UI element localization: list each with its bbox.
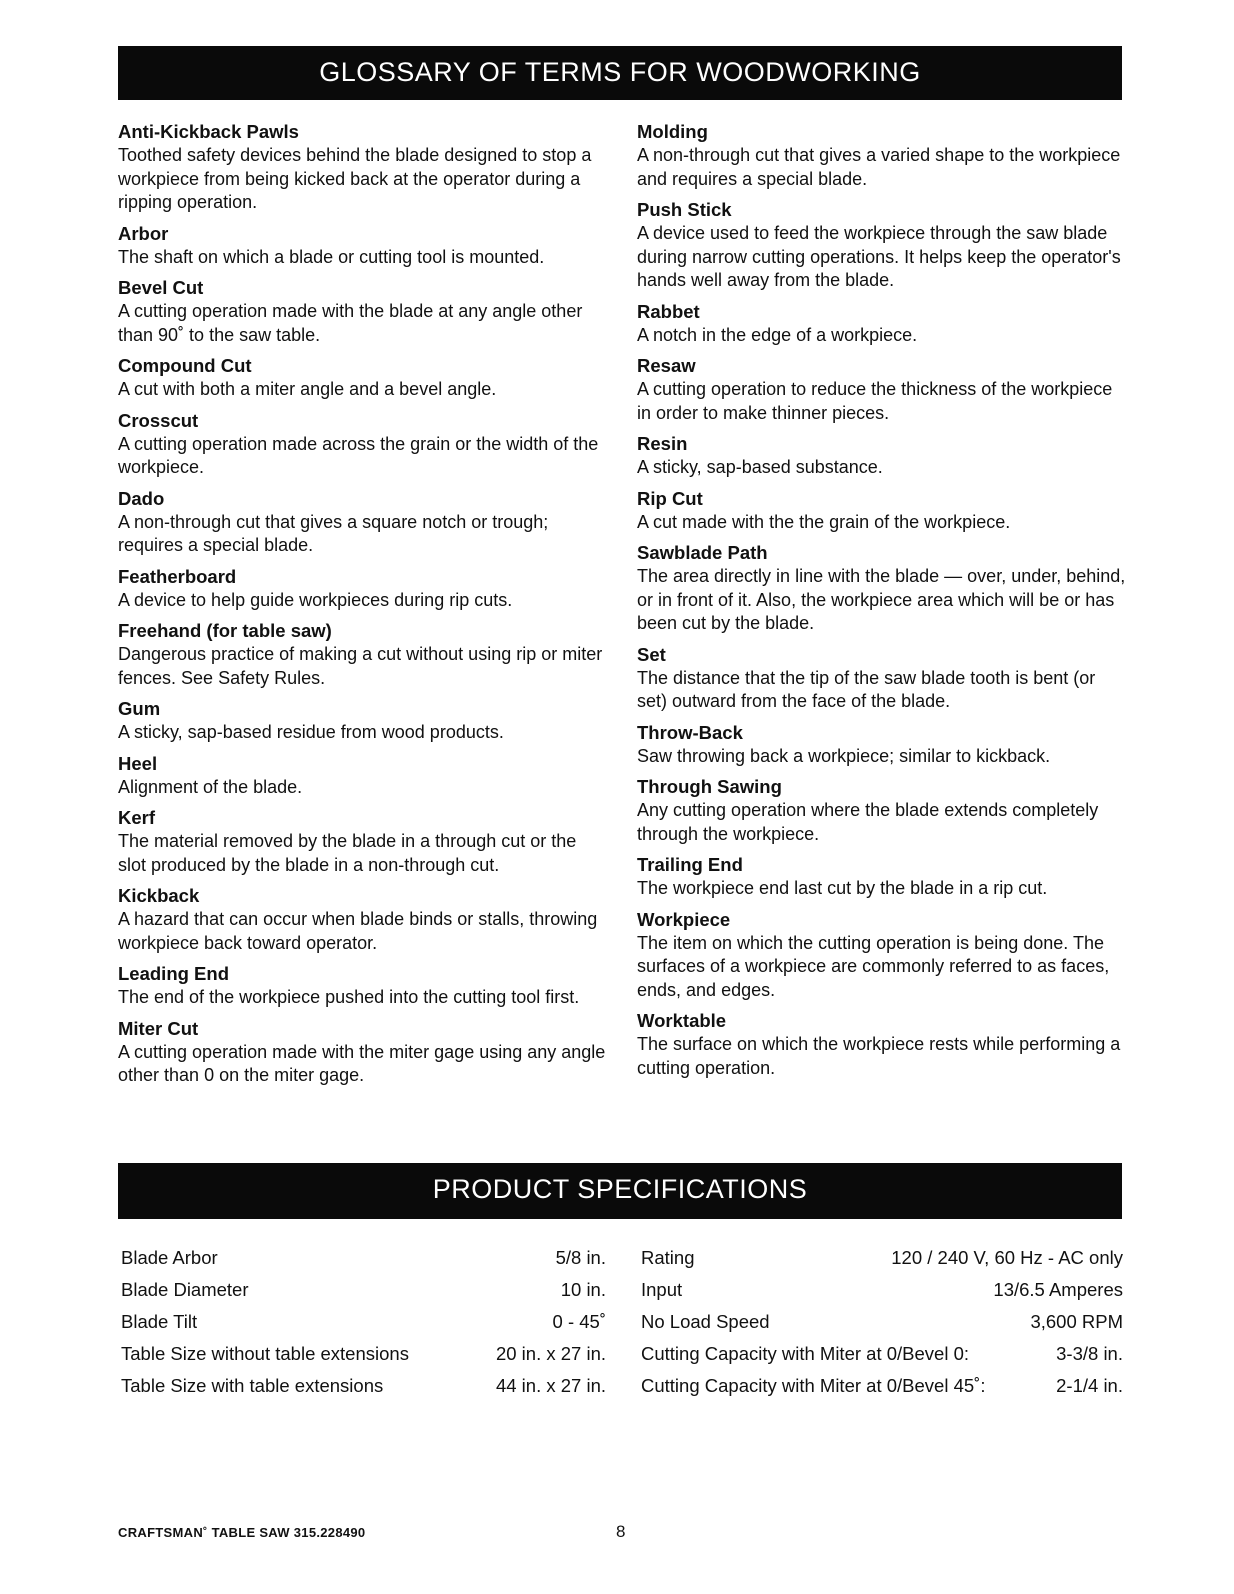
glossary-term: Bevel Cut	[118, 277, 204, 298]
glossary-entry	[118, 884, 608, 955]
glossary-entry	[118, 565, 608, 613]
glossary-entry	[637, 198, 1127, 293]
spec-label: Table Size with table extensions	[121, 1375, 384, 1396]
glossary-term: Trailing End	[637, 854, 743, 875]
glossary-term: Rabbet	[637, 300, 700, 322]
spec-label: Table Size without table extensions	[121, 1343, 409, 1364]
spec-value: 44 in. x 27 in.	[495, 1375, 606, 1396]
spec-value: 2-1/4 in.	[1056, 1375, 1123, 1396]
spec-value: 0 - 45˚	[552, 1311, 606, 1332]
glossary-entry	[637, 487, 1127, 535]
glossary-term: Through Sawing	[637, 776, 782, 797]
glossary-definition: The workpiece end last cut by the blade in a rip cut.	[637, 878, 1048, 898]
glossary-entry	[637, 721, 1127, 769]
spec-value: 3-3/8 in.	[1056, 1343, 1123, 1364]
glossary-term: Push Stick	[637, 199, 732, 220]
glossary-term: Worktable	[637, 1010, 727, 1031]
glossary-term: Freehand (for table saw)	[118, 620, 332, 641]
spec-row	[121, 1338, 606, 1370]
spec-label: Blade Arbor	[121, 1247, 218, 1268]
glossary-definition: The item on which the cutting operation is being done. The surfaces of a workpiece are commonly referred to as faces, ends, and edges.	[637, 932, 1110, 1000]
glossary-entry	[637, 354, 1127, 425]
glossary-term: Resaw	[637, 355, 696, 376]
spec-row	[641, 1242, 1123, 1274]
glossary-term: Set	[637, 643, 666, 665]
spec-label: Cutting Capacity with Miter at 0/Bevel 45˚:	[641, 1375, 986, 1396]
glossary-entry	[637, 432, 1127, 480]
glossary-definition: A sticky, sap-based residue from wood products.	[118, 722, 504, 742]
spec-value: 3,600 RPM	[1030, 1311, 1123, 1332]
glossary-term: Resin	[637, 433, 688, 454]
glossary-definition: A cutting operation to reduce the thickness of the workpiece in order to make thinner pieces.	[637, 379, 1113, 423]
glossary-definition: Alignment of the blade.	[118, 776, 303, 797]
glossary-entry	[118, 409, 608, 480]
glossary-definition: A non-through cut that gives a square notch or trough; requires a special blade.	[118, 511, 549, 555]
spec-value: 10 in.	[560, 1279, 606, 1300]
spec-row	[641, 1306, 1123, 1338]
glossary-term: Kerf	[118, 807, 156, 828]
glossary-definition: A device to help guide workpieces during rip cuts.	[118, 589, 513, 610]
glossary-term: Leading End	[118, 963, 229, 984]
glossary-entry	[637, 775, 1127, 846]
glossary-definition: The material removed by the blade in a through cut or the slot produced by the blade in a non-through cut.	[118, 831, 577, 875]
glossary-entry	[637, 300, 1127, 348]
glossary-definition: A cutting operation made across the grain or the width of the workpiece.	[118, 433, 599, 477]
spec-label: Cutting Capacity with Miter at 0/Bevel 0:	[641, 1343, 970, 1364]
spec-label: No Load Speed	[641, 1311, 770, 1332]
glossary-definition: The surface on which the workpiece rests while performing a cutting operation.	[637, 1034, 1121, 1078]
glossary-term: Anti-Kickback Pawls	[118, 121, 299, 142]
glossary-entry	[118, 752, 608, 800]
glossary-term: Featherboard	[118, 565, 237, 587]
spec-row	[641, 1370, 1123, 1402]
footer-brand: CRAFTSMAN˚ TABLE SAW 315.228490	[118, 1525, 366, 1540]
glossary-term: Gum	[118, 698, 161, 719]
glossary-entry	[637, 541, 1127, 636]
page-number: 8	[616, 1522, 626, 1541]
glossary-term: Molding	[637, 121, 708, 142]
spec-row	[121, 1306, 606, 1338]
glossary-right-column	[637, 120, 1127, 1087]
spec-label: Blade Diameter	[121, 1279, 249, 1300]
specs-right-column	[641, 1242, 1123, 1402]
glossary-definition: A cutting operation made with the blade at any angle other than 90˚ to the saw table.	[118, 301, 583, 345]
spec-value: 5/8 in.	[555, 1247, 606, 1268]
glossary-entry	[637, 908, 1127, 1003]
glossary-term: Heel	[118, 752, 158, 774]
spec-row	[121, 1242, 606, 1274]
glossary-entry	[118, 1017, 608, 1088]
spec-label: Input	[641, 1279, 683, 1300]
spec-label: Rating	[641, 1247, 695, 1268]
glossary-definition: Dangerous practice of making a cut without using rip or miter fences. See Safety Rules.	[118, 644, 603, 688]
spec-row	[121, 1370, 606, 1402]
glossary-entry	[637, 643, 1127, 714]
glossary-definition: The distance that the tip of the saw blade tooth is bent (or set) outward from the face of the blade.	[637, 667, 1096, 711]
glossary-left-column	[118, 120, 608, 1095]
glossary-term: Miter Cut	[118, 1017, 199, 1039]
glossary-entry	[118, 276, 608, 347]
glossary-definition: A cut with both a miter angle and a bevel angle.	[118, 379, 497, 399]
glossary-term: Workpiece	[637, 908, 731, 930]
spec-row	[641, 1274, 1123, 1306]
glossary-definition: A cutting operation made with the miter gage using any angle other than 0 on the miter gage.	[118, 1041, 606, 1085]
glossary-term: Throw-Back	[637, 721, 743, 743]
glossary-definition: Saw throwing back a workpiece; similar to kickback.	[637, 745, 1051, 766]
glossary-definition: Any cutting operation where the blade extends completely through the workpiece.	[637, 800, 1099, 844]
glossary-definition: A cut made with the the grain of the workpiece.	[637, 511, 1011, 532]
glossary-title: GLOSSARY OF TERMS FOR WOODWORKING	[118, 46, 1122, 100]
glossary-definition: A non-through cut that gives a varied shape to the workpiece and requires a special blade.	[637, 145, 1121, 189]
spec-row	[121, 1274, 606, 1306]
glossary-definition: A notch in the edge of a workpiece.	[637, 324, 918, 345]
glossary-definition: The shaft on which a blade or cutting tool is mounted.	[118, 246, 545, 267]
glossary-entry	[118, 619, 608, 690]
glossary-definition: A hazard that can occur when blade binds or stalls, throwing workpiece back toward operator.	[118, 909, 598, 953]
glossary-entry	[118, 487, 608, 558]
glossary-entry	[637, 853, 1127, 901]
spec-value: 20 in. x 27 in.	[495, 1343, 606, 1364]
glossary-entry	[118, 354, 608, 402]
glossary-definition: A device used to feed the workpiece through the saw blade during narrow cutting operations. It helps keep the operator's hands well away from the blade.	[637, 223, 1121, 290]
glossary-entry	[637, 1009, 1127, 1080]
spec-value: 120 / 240 V, 60 Hz - AC only	[891, 1247, 1123, 1268]
glossary-term: Crosscut	[118, 409, 199, 431]
glossary-definition: A sticky, sap-based substance.	[637, 457, 883, 477]
glossary-entry	[637, 120, 1127, 191]
glossary-term: Rip Cut	[637, 487, 703, 509]
glossary-term: Dado	[118, 487, 165, 509]
spec-label: Blade Tilt	[121, 1311, 198, 1332]
glossary-entry	[118, 697, 608, 745]
glossary-definition: The end of the workpiece pushed into the cutting tool first.	[118, 987, 580, 1007]
glossary-definition: Toothed safety devices behind the blade designed to stop a workpiece from being kicked back at the operator during a ripping operation.	[118, 145, 592, 212]
glossary-entry	[118, 120, 608, 215]
specs-title: PRODUCT SPECIFICATIONS	[118, 1163, 1122, 1219]
glossary-term: Kickback	[118, 885, 200, 906]
glossary-term: Compound Cut	[118, 355, 252, 376]
glossary-term: Arbor	[118, 222, 169, 244]
glossary-term: Sawblade Path	[637, 542, 768, 563]
spec-row	[641, 1338, 1123, 1370]
glossary-entry	[118, 222, 608, 270]
glossary-entry	[118, 806, 608, 877]
glossary-definition: The area directly in line with the blade — over, under, behind, or in front of it. Also, the workpiece area which will be or has been cut by the blade.	[637, 566, 1126, 633]
glossary-entry	[118, 962, 608, 1010]
spec-value: 13/6.5 Amperes	[993, 1279, 1123, 1300]
specs-left-column	[121, 1242, 606, 1402]
